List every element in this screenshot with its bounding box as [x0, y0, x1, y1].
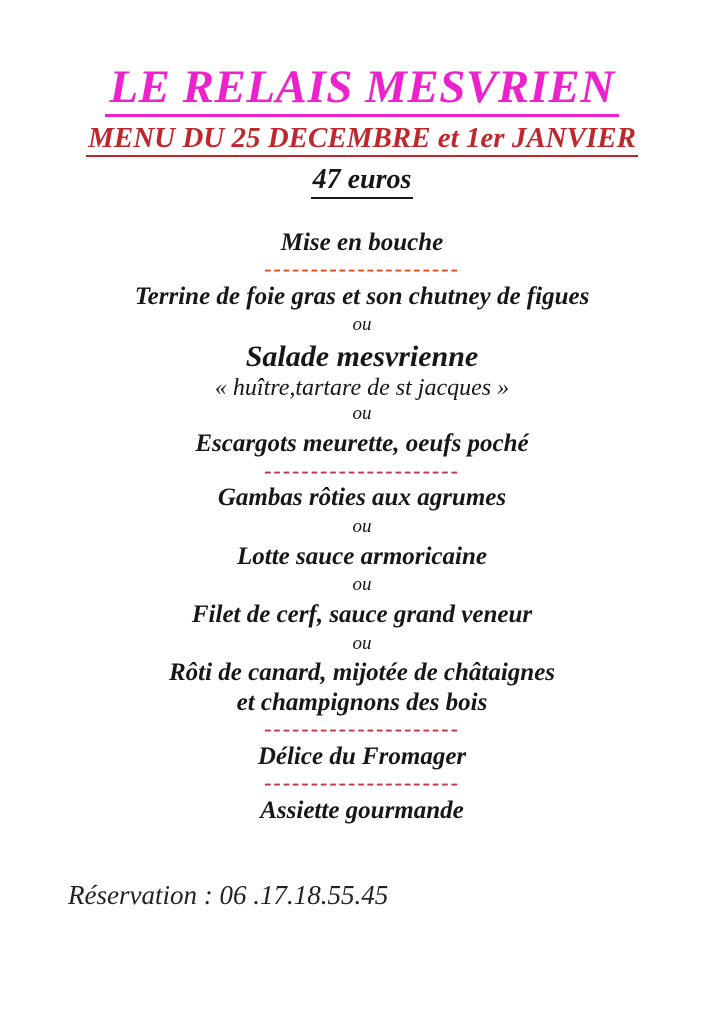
menu-item-filet-de-cerf: Filet de cerf, sauce grand veneur — [191, 601, 533, 629]
menu-item-gambas: Gambas rôties aux agrumes — [217, 484, 507, 512]
separator-dashes: --------------------- — [264, 256, 460, 282]
menu-item-lotte: Lotte sauce armoricaine — [237, 542, 487, 570]
menu-body — [0, 229, 724, 825]
separator-dashes: --------------------- — [264, 770, 460, 796]
menu-item-delice-fromager: Délice du Fromager — [257, 742, 467, 770]
menu-header — [0, 0, 724, 199]
or-divider: ou — [352, 515, 372, 537]
restaurant-name: LE RELAIS MESVRIEN — [105, 62, 618, 117]
menu-date-heading: MENU DU 25 DECEMBRE et 1er JANVIER — [86, 122, 638, 157]
separator-dashes: --------------------- — [264, 716, 460, 742]
menu-item-salade: Salade mesvrienne — [245, 339, 479, 373]
reservation-phone: Réservation : 06 .17.18.55.45 — [68, 880, 389, 911]
subtitle-row — [0, 117, 724, 157]
menu-item-roti-de-canard: Rôti de canard, mijotée de châtaignes — [168, 659, 556, 687]
price-row — [0, 157, 724, 198]
or-divider: ou — [352, 632, 372, 654]
menu-item-escargots: Escargots meurette, oeufs poché — [195, 430, 529, 458]
or-divider: ou — [352, 314, 372, 336]
or-divider: ou — [352, 403, 372, 425]
menu-item-mise-en-bouche: Mise en bouche — [280, 228, 444, 256]
menu-item-note: « huître,tartare de st jacques » — [214, 374, 510, 401]
menu-price: 47 euros — [311, 164, 414, 198]
menu-item-roti-de-canard-cont: et champignons des bois — [236, 688, 488, 716]
separator-dashes: --------------------- — [264, 457, 460, 483]
title-row — [0, 62, 724, 117]
or-divider: ou — [352, 574, 372, 596]
menu-footer — [0, 880, 724, 911]
menu-item-assiette: Assiette gourmande — [260, 796, 464, 824]
menu-item-terrine: Terrine de foie gras et son chutney de figues — [134, 282, 590, 310]
